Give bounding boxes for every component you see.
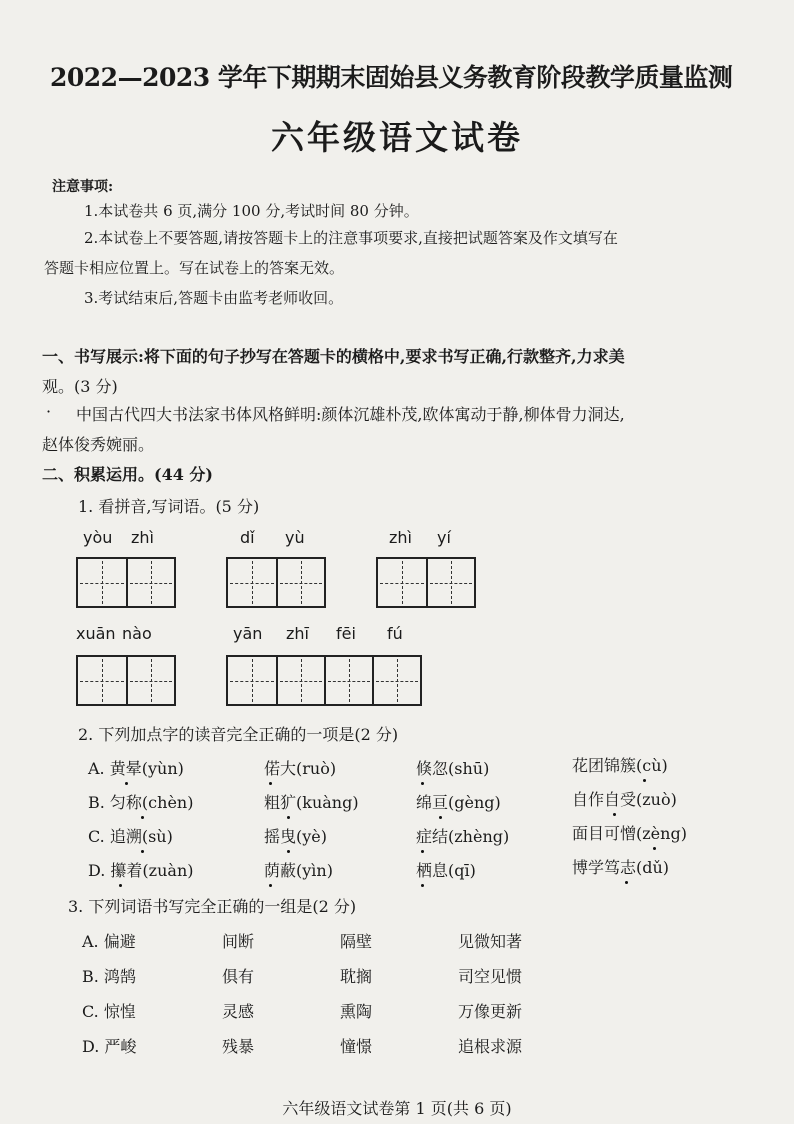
q2-stem: 2. 下列加点字的读音完全正确的一项是(2 分)	[78, 725, 399, 744]
q3-option: 万像更新	[458, 1002, 523, 1021]
pinyin: zhī	[286, 624, 309, 643]
q2-option: B. 匀称(chèn)	[88, 793, 194, 812]
grid-cell[interactable]	[372, 657, 420, 704]
q3-option: 耽搁	[340, 967, 373, 986]
q3-option: 隔壁	[340, 932, 373, 951]
q3-option: 俱有	[222, 967, 255, 986]
page-title: 六年级语文试卷	[271, 118, 523, 157]
q3-option: 追根求源	[458, 1037, 523, 1056]
q3-option: B. 鸿鹄	[82, 967, 136, 986]
q3-option: C. 惊惶	[82, 1002, 136, 1021]
answer-grid[interactable]	[226, 557, 326, 608]
q3-option: 司空见惯	[458, 967, 523, 986]
pinyin: yí	[437, 528, 451, 547]
q2-option: 栖息(qī)	[416, 861, 476, 880]
page-footer: 六年级语文试卷第 1 页(共 6 页)	[282, 1099, 512, 1118]
q3-option: 见微知著	[458, 932, 523, 951]
pinyin: xuān	[76, 624, 116, 643]
q2-option: 花团锦簇(cù)	[572, 756, 668, 775]
pinyin: nào	[122, 624, 152, 643]
grid-cell[interactable]	[378, 559, 426, 606]
q3-option: A. 偏避	[82, 932, 136, 951]
q3-option: D. 严峻	[82, 1037, 137, 1056]
pinyin: yān	[233, 624, 263, 643]
notice-item-2b: 答题卡相应位置上。写在试卷上的答案无效。	[44, 259, 345, 277]
section1-instruction: 一、书写展示:将下面的句子抄写在答题卡的横格中,要求书写正确,行款整齐,力求美	[42, 347, 625, 366]
q2-option: C. 追溯(sù)	[88, 827, 173, 846]
q3-option: 间断	[222, 932, 255, 951]
q2-option: 症结(zhèng)	[416, 827, 510, 846]
notice-heading: 注意事项:	[52, 179, 114, 195]
grid-cell[interactable]	[126, 657, 174, 704]
calligraphy-sentence-1: 中国古代四大书法家书体风格鲜明:颜体沉雄朴茂,欧体寓动于静,柳体骨力洞达,	[76, 405, 625, 424]
q3-option: 残暴	[222, 1037, 255, 1056]
q3-option: 憧憬	[340, 1037, 373, 1056]
q2-option: 自作自受(zuò)	[572, 790, 677, 809]
grid-cell[interactable]	[426, 559, 474, 606]
notice-item-2a: 2.本试卷上不要答题,请按答题卡上的注意事项要求,直接把试题答案及作文填写在	[84, 229, 618, 247]
grid-cell[interactable]	[276, 657, 324, 704]
grid-cell[interactable]	[78, 657, 126, 704]
q2-option: 荫蔽(yìn)	[264, 861, 333, 880]
pinyin: zhì	[389, 528, 412, 547]
calligraphy-sentence-2: 赵体俊秀婉丽。	[42, 435, 155, 454]
grid-cell[interactable]	[276, 559, 324, 606]
q1-stem: 1. 看拼音,写词语。(5 分)	[78, 497, 260, 516]
q2-option: A. 黄晕(yùn)	[88, 759, 184, 778]
pinyin: zhì	[131, 528, 154, 547]
q2-option: 博学笃志(dǔ)	[572, 858, 670, 877]
q2-option: 偌大(ruò)	[264, 759, 337, 778]
q2-option: 面目可憎(zèng)	[572, 824, 687, 843]
q3-stem: 3. 下列词语书写完全正确的一组是(2 分)	[68, 897, 357, 916]
answer-grid[interactable]	[76, 655, 176, 706]
pinyin: yù	[285, 528, 305, 547]
pinyin: fú	[387, 624, 403, 643]
q2-option: 倏忽(shū)	[416, 759, 490, 778]
answer-grid[interactable]	[376, 557, 476, 608]
q2-option: D. 攥着(zuàn)	[88, 861, 194, 880]
exam-header: 2022—2023 学年下期期末固始县义务教育阶段教学质量监测	[50, 63, 733, 92]
grid-cell[interactable]	[324, 657, 372, 704]
pinyin: dǐ	[240, 528, 255, 547]
bullet: ·	[46, 402, 52, 421]
section1-instruction-cont: 观。(3 分)	[42, 377, 118, 396]
q3-option: 熏陶	[340, 1002, 373, 1021]
grid-cell[interactable]	[228, 657, 276, 704]
answer-grid[interactable]	[226, 655, 422, 706]
grid-cell[interactable]	[228, 559, 276, 606]
grid-cell[interactable]	[126, 559, 174, 606]
q2-option: 绵亘(gèng)	[416, 793, 501, 812]
answer-grid[interactable]	[76, 557, 176, 608]
pinyin: yòu	[83, 528, 113, 547]
notice-item-3: 3.考试结束后,答题卡由监考老师收回。	[84, 289, 344, 307]
q2-option: 粗犷(kuàng)	[264, 793, 359, 812]
q2-option: 摇曳(yè)	[264, 827, 327, 846]
q3-option: 灵感	[222, 1002, 255, 1021]
grid-cell[interactable]	[78, 559, 126, 606]
notice-item-1: 1.本试卷共 6 页,满分 100 分,考试时间 80 分钟。	[84, 202, 419, 220]
pinyin: fēi	[336, 624, 356, 643]
section2-heading: 二、积累运用。(44 分)	[42, 465, 213, 484]
